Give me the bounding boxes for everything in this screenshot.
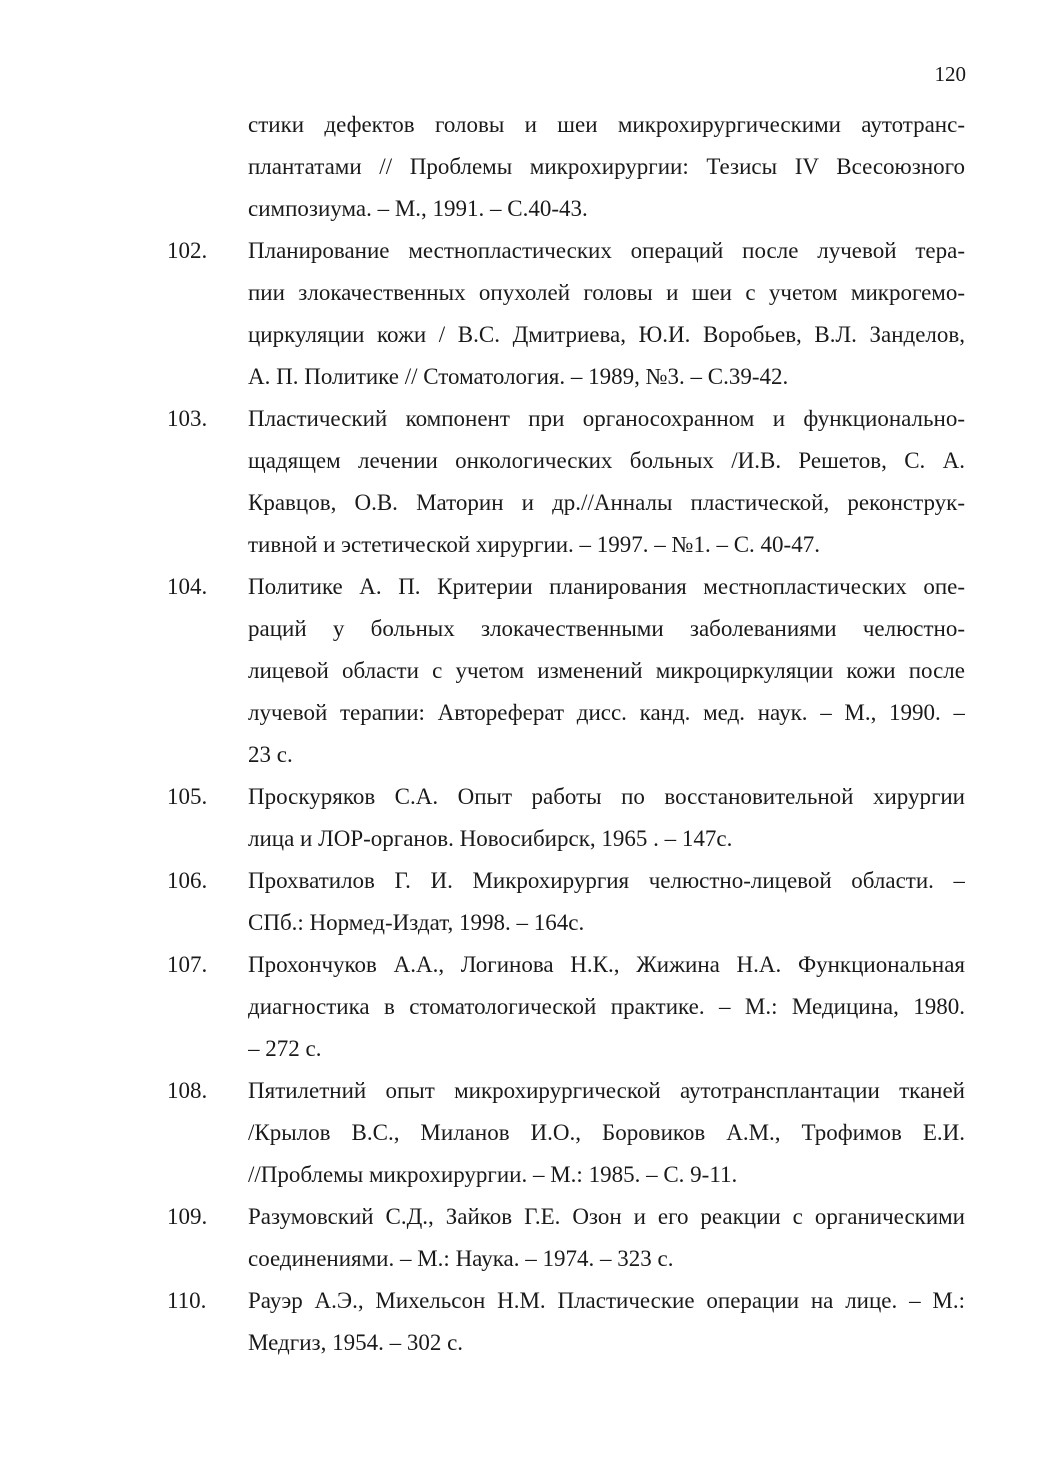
reference-text-line: Прохватилов Г. И. Микрохирургия челюстно-лицевой области. – bbox=[248, 868, 965, 893]
reference-text-line: щадящем лечении онкологических больных /И.В. Решетов, С. А. bbox=[248, 448, 965, 473]
reference-text-line: Политике А. П. Критерии планирования местнопластических опе- bbox=[248, 574, 965, 599]
reference-text-line: плантатами // Проблемы микрохирургии: Тезисы IV Всесоюзного bbox=[248, 154, 965, 179]
reference-text-line: А. П. Политике // Стоматология. – 1989, №3. – С.39-42. bbox=[248, 364, 789, 389]
reference-text-line: Медгиз, 1954. – 302 с. bbox=[248, 1330, 464, 1355]
reference-text-line: лучевой терапии: Автореферат дисс. канд. мед. наук. – М., 1990. – bbox=[248, 700, 965, 725]
reference-list bbox=[0, 104, 1039, 1364]
reference-item-103 bbox=[0, 398, 1039, 566]
reference-number: 104. bbox=[167, 574, 208, 599]
reference-item-105 bbox=[0, 776, 1039, 860]
reference-number: 105. bbox=[167, 784, 208, 809]
reference-text-line: циркуляции кожи / В.С. Дмитриева, Ю.И. Воробьев, В.Л. Занделов, bbox=[248, 322, 965, 347]
reference-text-line: раций у больных злокачественными заболеваниями челюстно- bbox=[248, 616, 965, 641]
reference-item-109 bbox=[0, 1196, 1039, 1280]
reference-text-line: //Проблемы микрохирургии. – М.: 1985. – С. 9-11. bbox=[248, 1162, 738, 1187]
reference-text-line: диагностика в стоматологической практике. – М.: Медицина, 1980. bbox=[248, 994, 965, 1019]
reference-item-102 bbox=[0, 230, 1039, 398]
reference-number: 102. bbox=[167, 238, 208, 263]
reference-text-line: пии злокачественных опухолей головы и шеи с учетом микрогемо- bbox=[248, 280, 965, 305]
reference-text-line: Прохончуков А.А., Логинова Н.К., Жижина Н.А. Функциональная bbox=[248, 952, 965, 977]
reference-text-line: Разумовский С.Д., Зайков Г.Е. Озон и его реакции с органическими bbox=[248, 1204, 965, 1229]
reference-number: 108. bbox=[167, 1078, 208, 1103]
reference-number: 106. bbox=[167, 868, 208, 893]
reference-item-101-continued bbox=[0, 104, 1039, 230]
reference-number: 107. bbox=[167, 952, 208, 977]
reference-text-line: 23 с. bbox=[248, 742, 293, 767]
reference-text-line: – 272 с. bbox=[248, 1036, 322, 1061]
reference-number: 103. bbox=[167, 406, 208, 431]
reference-text-line: лицевой области с учетом изменений микроциркуляции кожи после bbox=[248, 658, 965, 683]
reference-text-line: стики дефектов головы и шеи микрохирургическими аутотранс- bbox=[248, 112, 965, 137]
page-number: 120 bbox=[934, 62, 966, 86]
reference-number: 110. bbox=[167, 1288, 207, 1313]
reference-text-line: Пластический компонент при органосохранном и функционально- bbox=[248, 406, 965, 431]
reference-item-108 bbox=[0, 1070, 1039, 1196]
reference-number: 109. bbox=[167, 1204, 208, 1229]
reference-text-line: лица и ЛОР-органов. Новосибирск, 1965 . – 147с. bbox=[248, 826, 733, 851]
reference-item-110 bbox=[0, 1280, 1039, 1364]
reference-text-line: Планирование местнопластических операций после лучевой тера- bbox=[248, 238, 965, 263]
reference-text-line: Рауэр А.Э., Михельсон Н.М. Пластические операции на лице. – М.: bbox=[248, 1288, 965, 1313]
reference-text-line: тивной и эстетической хирургии. – 1997. – №1. – С. 40-47. bbox=[248, 532, 820, 557]
reference-text-line: СПб.: Нормед-Издат, 1998. – 164с. bbox=[248, 910, 585, 935]
reference-text-line: соединениями. – М.: Наука. – 1974. – 323 с. bbox=[248, 1246, 674, 1271]
reference-item-107 bbox=[0, 944, 1039, 1070]
reference-item-106 bbox=[0, 860, 1039, 944]
reference-item-104 bbox=[0, 566, 1039, 776]
reference-text-line: Пятилетний опыт микрохирургической аутотрансплантации тканей bbox=[248, 1078, 965, 1103]
reference-text-line: Проскуряков С.А. Опыт работы по восстановительной хирургии bbox=[248, 784, 965, 809]
reference-text-line: Кравцов, О.В. Маторин и др.//Анналы пластической, реконструк- bbox=[248, 490, 965, 515]
reference-text-line: симпозиума. – М., 1991. – С.40-43. bbox=[248, 196, 588, 221]
reference-text-line: /Крылов В.С., Миланов И.О., Боровиков А.М., Трофимов Е.И. bbox=[248, 1120, 965, 1145]
